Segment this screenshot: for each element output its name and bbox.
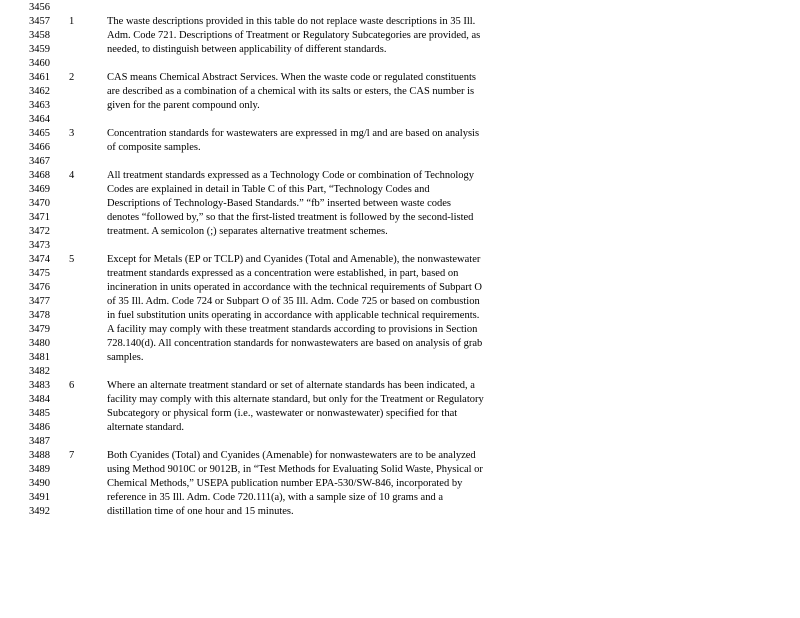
note-text: Both Cyanides (Total) and Cyanides (Amenable) for nonwastewaters are to be analyzed: [107, 450, 476, 461]
line-number: 3487: [29, 436, 50, 447]
line-number: 3463: [29, 100, 50, 111]
note-text: treatment. A semicolon (;) separates alternative treatment schemes.: [107, 226, 388, 237]
note-text: Where an alternate treatment standard or set of alternate standards has been indicated, a: [107, 380, 475, 391]
document-line: [0, 337, 800, 351]
note-number: 7: [69, 450, 75, 461]
note-text: Codes are explained in detail in Table C of this Part, “Technology Codes and: [107, 184, 430, 195]
line-number: 3468: [29, 170, 50, 181]
line-number: 3491: [29, 492, 50, 503]
line-number: 3464: [29, 114, 50, 125]
document-line: [0, 477, 800, 491]
line-number: 3456: [29, 2, 50, 13]
document-line: [0, 281, 800, 295]
line-number: 3457: [29, 16, 50, 27]
document-line: [0, 211, 800, 225]
note-number: 5: [69, 254, 75, 265]
note-text: of 35 Ill. Adm. Code 724 or Subpart O of 35 Ill. Adm. Code 725 or based on combustion: [107, 296, 480, 307]
line-number: 3459: [29, 44, 50, 55]
note-text: needed, to distinguish between applicability of different standards.: [107, 44, 387, 55]
document-line: [0, 253, 800, 267]
note-text: CAS means Chemical Abstract Services. When the waste code or regulated constituents: [107, 72, 476, 83]
document-line: [0, 267, 800, 281]
document-line: [0, 491, 800, 505]
note-number: 1: [69, 16, 75, 27]
line-number: 3480: [29, 338, 50, 349]
line-number: 3461: [29, 72, 50, 83]
document-line: [0, 1, 800, 15]
note-text: reference in 35 Ill. Adm. Code 720.111(a), with a sample size of 10 grams and a: [107, 492, 443, 503]
note-text: 728.140(d). All concentration standards for nonwastewaters are based on analysis of grab: [107, 338, 483, 349]
note-text: The waste descriptions provided in this table do not replace waste descriptions in 35 Ill.: [107, 16, 476, 27]
note-text: facility may comply with this alternate standard, but only for the Treatment or Regulatory: [107, 394, 484, 405]
document-line: [0, 365, 800, 379]
document-line: [0, 379, 800, 393]
document-line: [0, 141, 800, 155]
document-line: [0, 113, 800, 127]
line-number: 3483: [29, 380, 50, 391]
line-number: 3479: [29, 324, 50, 335]
note-text: samples.: [107, 352, 144, 363]
document-line: [0, 57, 800, 71]
line-number: 3475: [29, 268, 50, 279]
line-number: 3478: [29, 310, 50, 321]
note-text: Concentration standards for wastewaters are expressed in mg/l and are based on analysis: [107, 128, 480, 139]
document-line: [0, 239, 800, 253]
line-number: 3482: [29, 366, 50, 377]
document-line: [0, 435, 800, 449]
document-line: [0, 421, 800, 435]
line-number: 3492: [29, 506, 50, 517]
line-number: 3470: [29, 198, 50, 209]
line-number: 3481: [29, 352, 50, 363]
note-text: of composite samples.: [107, 142, 201, 153]
line-number: 3458: [29, 30, 50, 41]
document-line: [0, 99, 800, 113]
document-line: [0, 155, 800, 169]
line-number: 3473: [29, 240, 50, 251]
line-number: 3485: [29, 408, 50, 419]
note-text: in fuel substitution units operating in accordance with applicable technical requirements.: [107, 310, 480, 321]
document-line: [0, 169, 800, 183]
line-number: 3486: [29, 422, 50, 433]
line-number: 3467: [29, 156, 50, 167]
line-number: 3474: [29, 254, 50, 265]
note-text: Chemical Methods,” USEPA publication number EPA-530/SW-846, incorporated by: [107, 478, 463, 489]
note-text: A facility may comply with these treatment standards according to provisions in Section: [107, 324, 478, 335]
document-line: [0, 85, 800, 99]
note-text: distillation time of one hour and 15 minutes.: [107, 506, 294, 517]
note-number: 2: [69, 72, 75, 83]
line-number: 3490: [29, 478, 50, 489]
note-text: using Method 9010C or 9012B, in “Test Methods for Evaluating Solid Waste, Physical or: [107, 464, 483, 475]
note-text: denotes “followed by,” so that the first-listed treatment is followed by the second-listed: [107, 212, 474, 223]
note-number: 6: [69, 380, 75, 391]
line-number: 3462: [29, 86, 50, 97]
note-text: incineration in units operated in accordance with the technical requirements of Subpart O: [107, 282, 482, 293]
note-number: 4: [69, 170, 75, 181]
document-line: [0, 127, 800, 141]
document-line: [0, 393, 800, 407]
line-number: 3472: [29, 226, 50, 237]
line-number: 3471: [29, 212, 50, 223]
line-number: 3489: [29, 464, 50, 475]
document-line: [0, 463, 800, 477]
note-text: alternate standard.: [107, 422, 184, 433]
document-line: [0, 505, 800, 519]
line-number: 3466: [29, 142, 50, 153]
document-line: [0, 407, 800, 421]
line-number: 3460: [29, 58, 50, 69]
document-page: [0, 1, 800, 519]
line-number: 3488: [29, 450, 50, 461]
document-line: [0, 323, 800, 337]
note-text: Adm. Code 721. Descriptions of Treatment or Regulatory Subcategories are provided, as: [107, 30, 481, 41]
document-line: [0, 295, 800, 309]
line-number: 3476: [29, 282, 50, 293]
document-line: [0, 351, 800, 365]
document-line: [0, 309, 800, 323]
note-text: are described as a combination of a chemical with its salts or esters, the CAS number is: [107, 86, 475, 97]
document-line: [0, 449, 800, 463]
line-number: 3465: [29, 128, 50, 139]
document-line: [0, 183, 800, 197]
note-number: 3: [69, 128, 75, 139]
document-line: [0, 71, 800, 85]
line-number: 3484: [29, 394, 50, 405]
note-text: treatment standards expressed as a concentration were established, in part, based on: [107, 268, 459, 279]
document-line: [0, 197, 800, 211]
document-line: [0, 15, 800, 29]
note-text: Descriptions of Technology-Based Standards.” “fb” inserted between waste codes: [107, 198, 452, 209]
note-text: All treatment standards expressed as a Technology Code or combination of Technology: [107, 170, 475, 181]
document-line: [0, 29, 800, 43]
note-text: given for the parent compound only.: [107, 100, 260, 111]
note-text: Except for Metals (EP or TCLP) and Cyanides (Total and Amenable), the nonwastewater: [107, 254, 481, 265]
line-number: 3469: [29, 184, 50, 195]
document-line: [0, 225, 800, 239]
document-line: [0, 43, 800, 57]
note-text: Subcategory or physical form (i.e., wastewater or nonwastewater) specified for that: [107, 408, 458, 419]
line-number: 3477: [29, 296, 50, 307]
